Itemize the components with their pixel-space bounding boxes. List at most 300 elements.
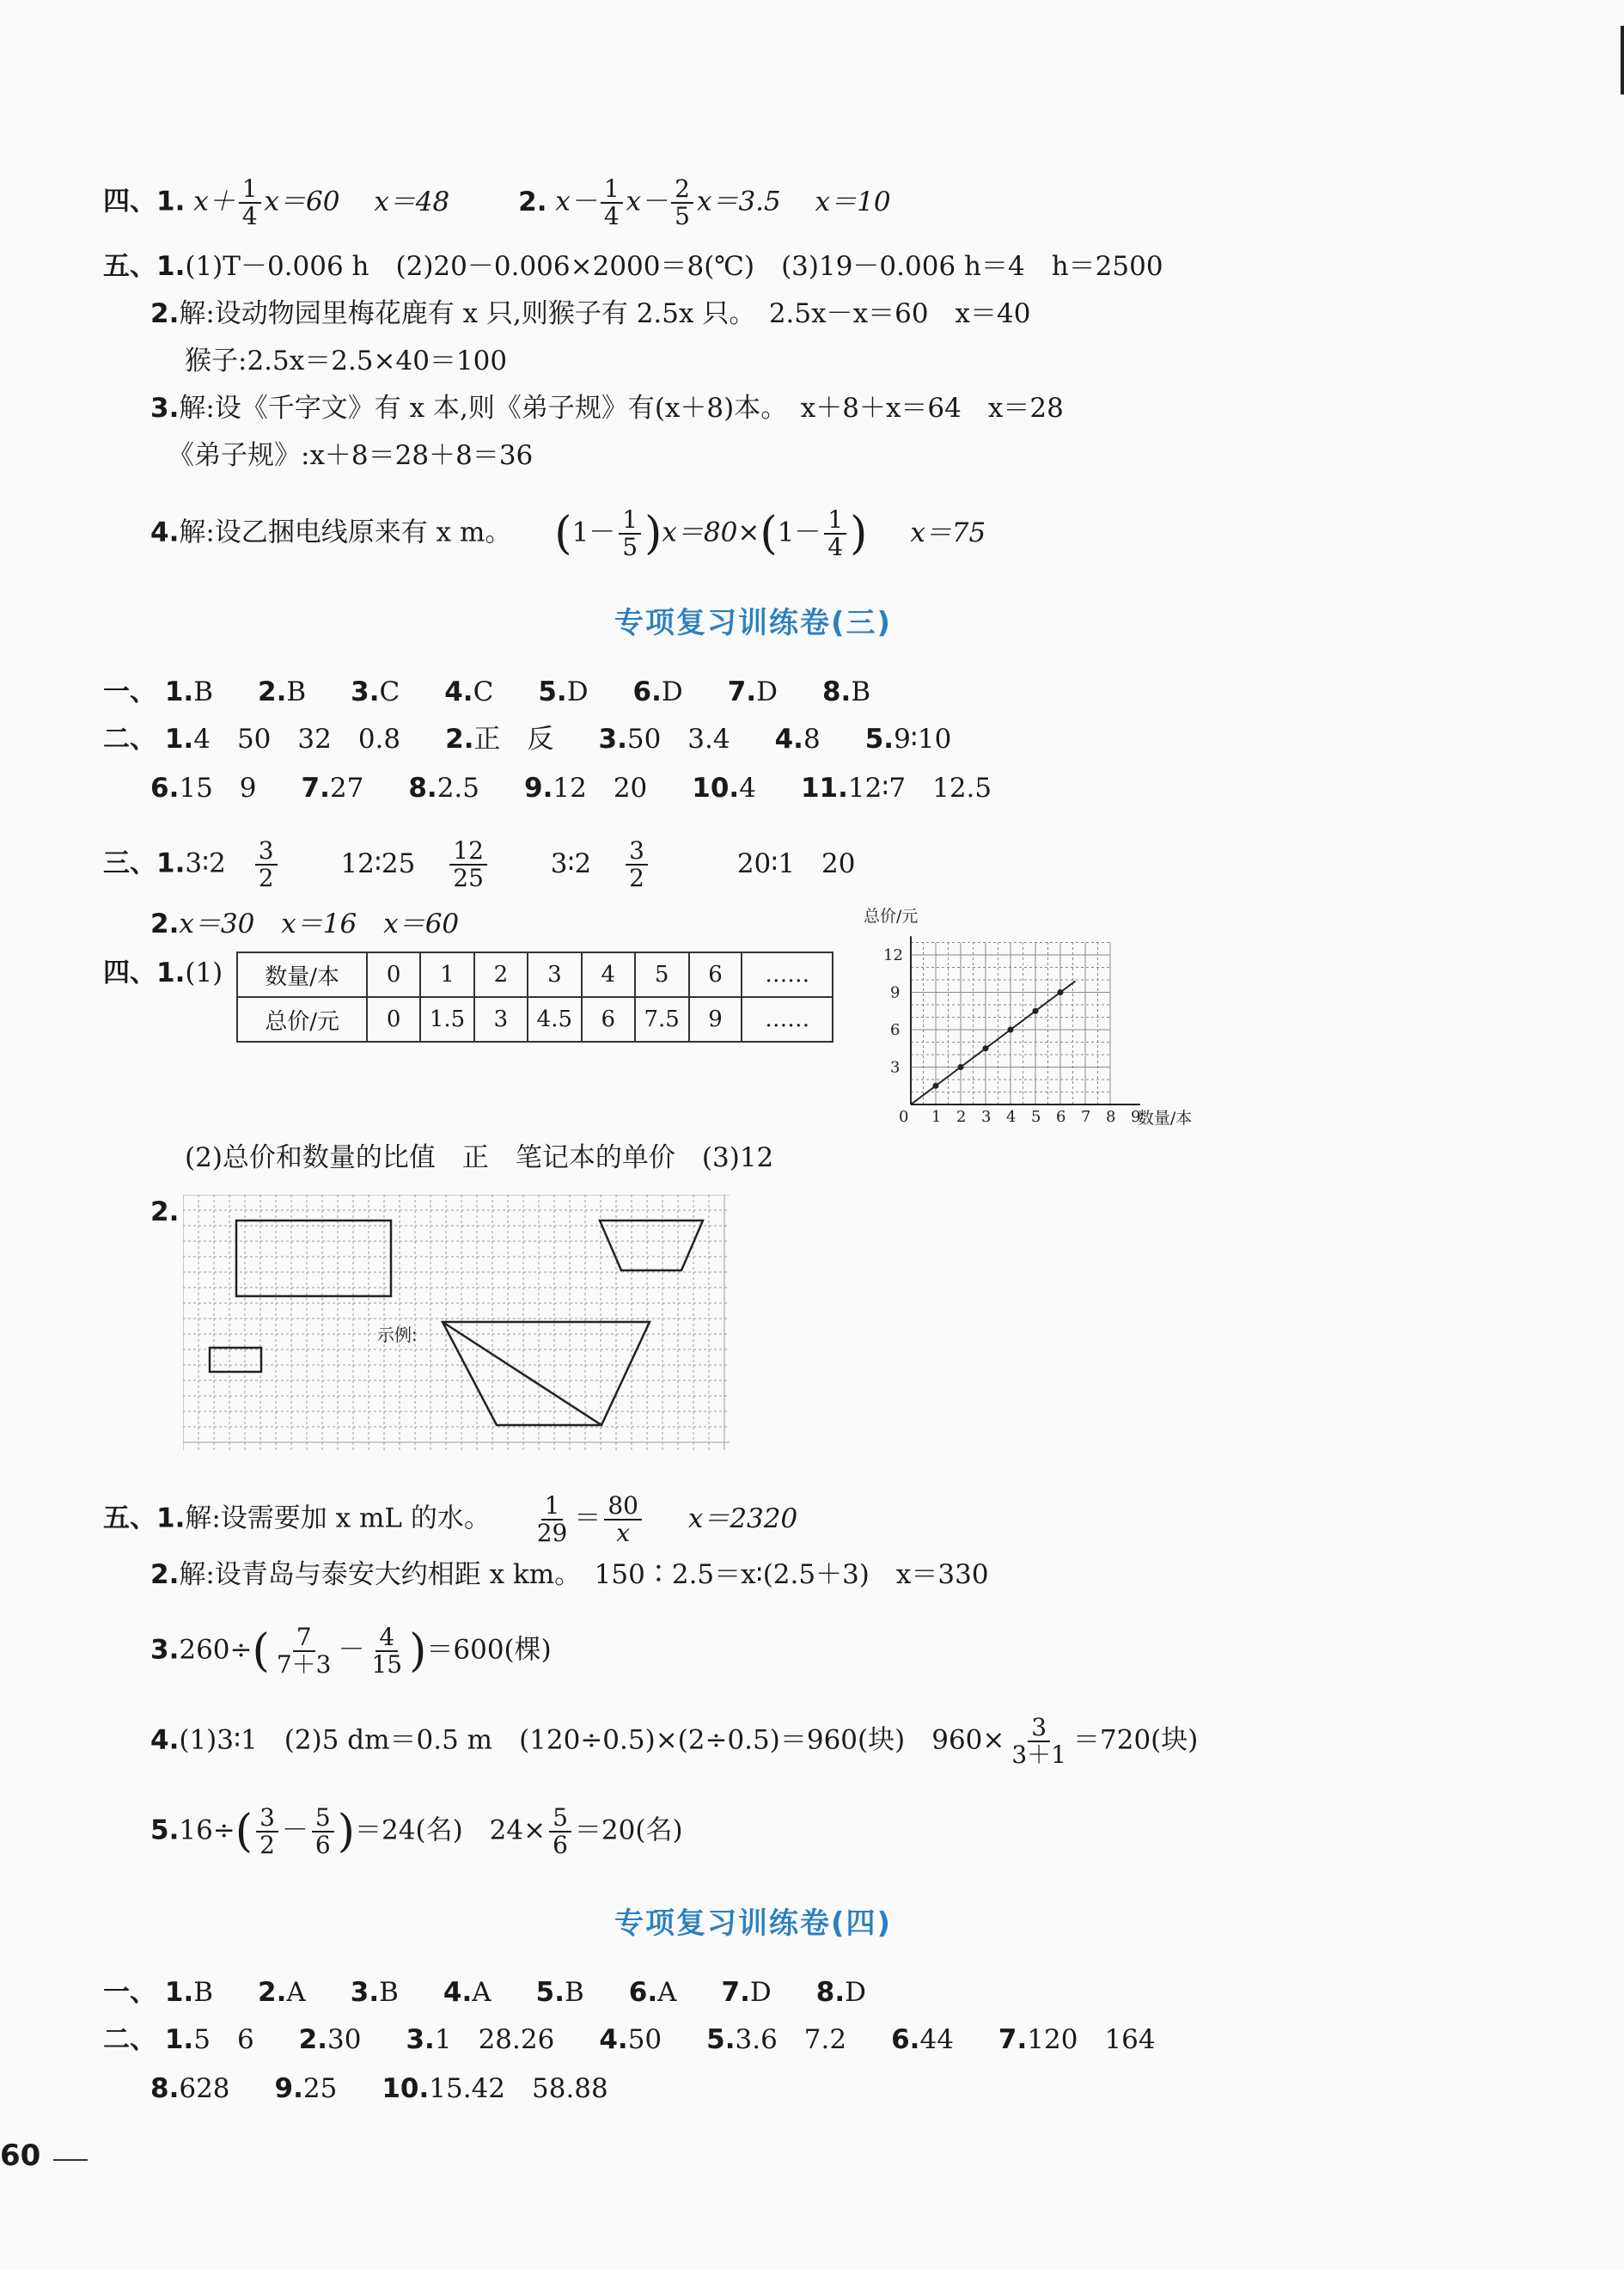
y-tick-label: 6 [890, 1021, 901, 1039]
denominator: 2 [259, 1831, 275, 1859]
math-text: x＝75 [910, 517, 986, 548]
answer-item [536, 1975, 584, 2010]
table-cell: 5 [635, 952, 689, 997]
answer-text: (1)T－0.006 h (2)20－0.006×2000＝8(℃) (3)19－0.006 h＝4 h＝2500 [185, 251, 1163, 282]
section-label: 三、 [103, 847, 156, 879]
numerator: 1 [619, 507, 641, 535]
question-number: 6. [628, 1977, 658, 2008]
answer-value: A [472, 1977, 491, 2008]
example-label: 示例: [377, 1325, 418, 1345]
question-number: 4. [444, 676, 473, 707]
answer-value: 12 20 [553, 773, 648, 804]
answer-item [443, 1975, 491, 2010]
fraction [312, 1805, 334, 1858]
table-cell: 6 [582, 997, 635, 1042]
math-text: － [338, 1634, 365, 1666]
fraction [255, 838, 278, 891]
s5-line6 [150, 507, 986, 560]
section-title-4: 专项复习训练卷(四) [614, 1906, 893, 1941]
x-tick-label: 4 [1006, 1108, 1017, 1126]
question-number: 5. [864, 724, 894, 755]
table-cell: 0 [367, 952, 420, 997]
fill-answers [150, 2073, 653, 2104]
numerator: 80 [604, 1493, 642, 1520]
answer-item [816, 1975, 866, 2010]
answer-value: 50 [627, 2024, 662, 2055]
answer-text: x＝30 x＝16 x＝60 [179, 909, 460, 939]
numerator: 3 [626, 838, 648, 866]
denominator: 2 [629, 864, 644, 892]
ratio-text: 3∶2 [185, 847, 226, 879]
question-number: 2. [150, 909, 180, 939]
x-tick-label: 7 [1081, 1108, 1091, 1126]
question-number: 2. [150, 1559, 180, 1590]
price-table [236, 951, 833, 1043]
question-number: 3. [350, 1977, 380, 2008]
answer-value: B [286, 676, 307, 707]
question-number: 2. [150, 1196, 180, 1227]
denominator: 6 [314, 1831, 331, 1859]
section-label: 二、 [103, 724, 156, 755]
diagonal-line [443, 1322, 601, 1425]
t3-s5-q4 [150, 1715, 1198, 1768]
t3-s3-line1 [103, 838, 856, 891]
answer-item [728, 675, 778, 709]
denominator: 7＋3 [276, 1650, 332, 1679]
question-number: 1. [156, 1502, 186, 1534]
math-text: － [281, 1814, 308, 1846]
question-number: 2. [518, 186, 547, 217]
answer-value: 27 [329, 773, 364, 804]
answer-value: D [566, 676, 589, 707]
answer-item [891, 2022, 954, 2057]
math-text: x＝3.5 [696, 186, 781, 217]
math-text: x－ [626, 186, 669, 217]
data-point [1058, 989, 1064, 995]
fraction [604, 1493, 642, 1546]
answer-item [165, 1975, 213, 2010]
answer-item [382, 2071, 607, 2106]
table-cell: 3 [528, 952, 582, 997]
answer-item [258, 1975, 306, 2010]
math-text: ＝ [574, 1502, 601, 1534]
question-number: 7. [721, 1977, 750, 2008]
answer-item [165, 722, 400, 756]
fraction [256, 1805, 278, 1858]
fraction [549, 1805, 571, 1858]
answer-item [865, 722, 952, 756]
numerator: 3 [256, 1805, 278, 1833]
math-text: 16÷ [179, 1814, 235, 1846]
t3-s1 [103, 675, 915, 709]
math-text: x－ [555, 186, 597, 217]
data-point [958, 1064, 964, 1070]
math-text: x＝10 [815, 186, 891, 217]
math-text: ＝20(名) [574, 1814, 683, 1846]
price-line-chart [859, 902, 1246, 1143]
s5-line1 [103, 249, 1163, 284]
table-cell: 9 [689, 997, 742, 1042]
answer-item [629, 1975, 677, 2010]
choice-answers [165, 1977, 911, 2008]
s5-line5 [168, 438, 533, 473]
denominator: 5 [675, 202, 690, 230]
table-row [237, 997, 833, 1042]
numerator: 12 [449, 838, 487, 866]
answer-value: A [286, 1977, 306, 2008]
numerator: 1 [239, 176, 261, 204]
answer-value: 15.42 58.88 [429, 2073, 608, 2104]
table-cell: 1 [420, 952, 474, 997]
table-cell: …… [742, 997, 833, 1042]
numerator: 4 [375, 1624, 398, 1652]
answer-item [302, 771, 364, 805]
fraction [1008, 1715, 1070, 1768]
math-text: ＝720(块) [1073, 1724, 1199, 1756]
numerator: 7 [293, 1624, 315, 1652]
numerator: 2 [671, 176, 693, 204]
answer-item [822, 675, 870, 709]
fraction [824, 507, 846, 560]
numerator: 5 [312, 1805, 334, 1833]
table-cell: 1.5 [420, 997, 474, 1042]
example-trapezoid [443, 1322, 650, 1425]
answer-value: B [565, 1977, 584, 2008]
y-axis-label: 总价/元 [864, 907, 919, 926]
question-number: 5. [538, 676, 567, 707]
math-text: x＝60 [264, 186, 340, 217]
denominator: 4 [603, 202, 620, 230]
numerator: 1 [541, 1493, 564, 1520]
table-cell: 数量/本 [237, 952, 367, 997]
s5-line4 [150, 391, 1064, 425]
rectangle-shape [236, 1221, 391, 1296]
answer-text: (2)总价和数量的比值 正 笔记本的单价 (3)12 [185, 1142, 774, 1173]
section-label: 一、 [103, 676, 156, 707]
denominator: 3＋1 [1011, 1741, 1066, 1769]
ratio-text: 12∶25 [340, 847, 416, 879]
denominator: 6 [553, 1831, 568, 1859]
t4-s2-row1 [103, 2022, 1200, 2057]
answer-value: 8 [803, 724, 821, 755]
x-tick-label: 9 [1131, 1108, 1141, 1126]
numerator: 3 [255, 838, 278, 866]
table-cell: 6 [689, 952, 742, 997]
math-text: x＝80× [662, 517, 760, 548]
question-number: 10. [692, 773, 740, 804]
answer-item [538, 675, 588, 709]
t3-s5-q3 [150, 1624, 552, 1678]
answer-value: 9∶10 [894, 724, 952, 755]
numerator: 1 [824, 507, 846, 535]
data-point [933, 1083, 939, 1089]
table-cell: 4.5 [528, 997, 582, 1042]
question-number: 9. [274, 2073, 303, 2104]
answer-item [299, 2022, 362, 2057]
y-tick-label: 3 [890, 1058, 901, 1077]
question-number: 4. [774, 724, 803, 755]
answer-text: 解:设青岛与泰安大约相距 x km。 150∶2.5＝x∶(2.5＋3) x＝330 [179, 1559, 989, 1590]
answer-value: 1 28.26 [434, 2024, 555, 2055]
paren-open: ( [760, 508, 778, 560]
question-number: 6. [632, 676, 662, 707]
answer-text: 解:设乙捆电线原来有 x m。 [179, 517, 512, 548]
answer-item [165, 675, 213, 709]
answer-item [275, 2071, 338, 2106]
table-cell: 2 [474, 952, 528, 997]
t4-s1 [103, 1975, 911, 2010]
question-number: 10. [382, 2073, 430, 2104]
math-text: (1)3∶1 (2)5 dm＝0.5 m (120÷0.5)×(2÷0.5)＝960(块) 960× [179, 1724, 1005, 1756]
fraction [619, 507, 641, 560]
question-number: 4. [150, 1724, 180, 1756]
answer-item [998, 2022, 1156, 2057]
ratio-text: 20∶1 20 [736, 847, 856, 879]
table-row [237, 952, 833, 997]
t3-s4-q2-label [150, 1195, 179, 1229]
answer-text: 解:设《千字文》有 x 本,则《弟子规》有(x＋8)本。 x＋8＋x＝64 x＝28 [179, 393, 1064, 424]
s5-line2 [150, 297, 1030, 331]
answer-item [633, 675, 683, 709]
math-text: 1－ [571, 517, 616, 548]
answer-item [444, 675, 493, 709]
answer-value: 25 [302, 2073, 338, 2104]
question-number: 5. [535, 1977, 565, 2008]
paren-close: ) [644, 508, 662, 560]
question-number: 4. [599, 2024, 628, 2055]
section-label: 一、 [103, 1977, 156, 2008]
question-number: 3. [351, 676, 380, 707]
question-number: 1. [164, 724, 194, 755]
table-cell: …… [742, 952, 833, 997]
answer-item [722, 1975, 772, 2010]
question-number: 5. [706, 2024, 736, 2055]
question-number: 2. [298, 2024, 328, 2055]
numerator: 1 [601, 176, 623, 204]
page-number-rule [53, 2159, 88, 2161]
x-tick-label: 6 [1056, 1108, 1066, 1126]
answer-value: B [193, 676, 213, 707]
answer-value: B [379, 1977, 399, 2008]
math-text: x＝2320 [687, 1502, 798, 1534]
t3-s4-part2 [185, 1141, 773, 1175]
t3-s5-q5 [150, 1805, 683, 1858]
answer-value: 120 164 [1027, 2024, 1156, 2055]
question-number: 5. [150, 1814, 180, 1846]
answer-value: 50 3.4 [626, 724, 730, 755]
question-number: 8. [150, 2073, 180, 2104]
question-number: 1. [156, 958, 186, 988]
question-number: 2. [445, 724, 474, 755]
answer-item [775, 722, 821, 756]
question-number: 1. [156, 186, 186, 217]
x-tick-label: 1 [931, 1108, 942, 1126]
question-number: 2. [258, 676, 287, 707]
question-number: 2. [258, 1977, 287, 2008]
answer-value: B [193, 1977, 213, 2008]
section-label: 四、 [103, 958, 156, 988]
answer-item [524, 771, 647, 805]
choice-answers [165, 676, 915, 707]
answer-item [406, 2022, 554, 2057]
fraction [368, 1624, 406, 1678]
denominator: x [616, 1519, 631, 1547]
answer-item [599, 722, 730, 756]
fraction [601, 176, 623, 229]
table-cell: 总价/元 [237, 997, 367, 1042]
denominator: 29 [536, 1519, 568, 1547]
question-number: 3. [598, 724, 627, 755]
section-title-3: 专项复习训练卷(三) [614, 606, 893, 640]
question-number: 1. [164, 676, 194, 707]
data-point [983, 1045, 989, 1051]
answer-value: 44 [919, 2024, 954, 2055]
question-number: 8. [408, 773, 437, 804]
answer-value: D [749, 1977, 772, 2008]
t3-s5-q1 [103, 1493, 797, 1546]
question-number: 8. [815, 1977, 846, 2008]
fraction [534, 1493, 571, 1546]
answer-item [165, 2022, 254, 2057]
question-number: 1. [156, 251, 186, 282]
denominator: 2 [258, 864, 274, 892]
small-rectangle-shape [210, 1348, 261, 1372]
fraction [273, 1624, 335, 1678]
denominator: 5 [622, 533, 638, 561]
answer-item [706, 2022, 846, 2057]
section-label: 五、 [103, 1502, 156, 1534]
question-number: 7. [727, 676, 757, 707]
answer-text: 解:设需要加 x mL 的水。 [185, 1502, 491, 1534]
question-number: 2. [150, 298, 180, 329]
question-number: 9. [524, 773, 553, 804]
x-tick-label: 2 [956, 1108, 967, 1126]
numerator: 5 [549, 1805, 571, 1833]
x-axis-label: 数量/本 [1137, 1109, 1193, 1128]
s5-line3 [185, 344, 507, 378]
x-tick-label: 5 [1031, 1108, 1041, 1126]
fraction [671, 176, 693, 229]
y-tick-label: 9 [890, 983, 901, 1002]
answer-text: 《弟子规》:x＋8＝28＋8＝36 [168, 440, 534, 471]
shape-grid-figure [183, 1195, 733, 1453]
question-number: 3. [150, 1634, 180, 1666]
answer-value: 12∶7 12.5 [847, 773, 992, 804]
answer-value: 正 反 [473, 724, 554, 755]
table-cell: 0 [367, 997, 420, 1042]
answer-value: B [851, 676, 871, 707]
ratio-text: 3∶2 [550, 847, 592, 879]
t4-s2-row2 [150, 2071, 653, 2106]
answer-item [445, 722, 553, 756]
paren-close: ) [409, 1625, 427, 1677]
answer-item [351, 1975, 399, 2010]
paren-open: ( [252, 1625, 270, 1677]
part-label: (1) [185, 958, 223, 988]
question-number: 4. [150, 517, 180, 548]
question-number: 3. [406, 2024, 435, 2055]
answer-value: 628 [179, 2073, 230, 2104]
fraction [449, 838, 487, 891]
question-number: 3. [150, 393, 180, 424]
numerator: 3 [1028, 1715, 1050, 1742]
y-tick-label: 12 [883, 946, 903, 964]
math-text: ＝24(名) 24× [355, 1814, 546, 1846]
fill-answers [165, 2024, 1200, 2055]
data-point [1008, 1027, 1014, 1033]
question-number: 6. [150, 773, 180, 804]
question-number: 4. [443, 1977, 473, 2008]
question-number: 1. [164, 2024, 194, 2055]
answer-value: 4 [739, 773, 756, 804]
answer-value: 15 9 [179, 773, 257, 804]
answer-value: D [756, 676, 778, 707]
s4-line [103, 176, 891, 229]
t3-s3-line2 [150, 907, 459, 941]
t3-s4-label [103, 956, 223, 990]
question-number: 7. [301, 773, 330, 804]
table-cell: 4 [582, 952, 635, 997]
denominator: 15 [371, 1650, 403, 1679]
denominator: 4 [241, 202, 258, 230]
paren-close: ) [337, 1806, 356, 1857]
question-number: 7. [998, 2024, 1028, 2055]
math-text: x＝48 [374, 186, 450, 217]
question-number: 1. [164, 1977, 194, 2008]
answer-value: 3.6 7.2 [735, 2024, 847, 2055]
t3-s2-row1 [103, 722, 996, 756]
fraction [626, 838, 648, 891]
answer-value: D [661, 676, 683, 707]
answer-item [258, 675, 306, 709]
answer-item [351, 675, 400, 709]
question-number: 11. [800, 773, 848, 804]
fill-answers [150, 773, 1036, 804]
answer-value: C [379, 676, 400, 707]
question-number: 8. [821, 676, 852, 707]
section-label: 二、 [103, 2024, 156, 2055]
x-tick-label: 0 [899, 1108, 909, 1126]
t3-s2-row2 [150, 771, 1036, 805]
answer-item [150, 771, 257, 805]
math-text: ＝600(棵) [426, 1634, 552, 1666]
math-text: x＋ [193, 186, 235, 217]
answer-text: 解:设动物园里梅花鹿有 x 只,则猴子有 2.5x 只。 2.5x－x＝60 x＝40 [179, 298, 1031, 329]
x-tick-label: 3 [981, 1108, 992, 1126]
paren-open: ( [554, 508, 572, 560]
answer-item [801, 771, 992, 805]
table-cell: 3 [474, 997, 528, 1042]
answer-value: 30 [327, 2024, 362, 2055]
math-text: 260÷ [179, 1634, 253, 1666]
answer-value: D [845, 1977, 866, 2008]
answer-value: 2.5 [437, 773, 480, 804]
math-text: 1－ [777, 517, 821, 548]
fill-answers [165, 724, 996, 755]
answer-item [692, 771, 756, 805]
paren-open: ( [235, 1806, 253, 1857]
answer-item [408, 771, 479, 805]
denominator: 4 [827, 533, 844, 561]
data-point [1033, 1008, 1039, 1014]
section-label: 四、 [103, 186, 156, 217]
answer-text: 猴子:2.5x＝2.5×40＝100 [185, 346, 508, 376]
answer-item [150, 2071, 230, 2106]
answer-value: A [657, 1977, 677, 2008]
denominator: 25 [453, 864, 484, 892]
table-cell: 7.5 [635, 997, 689, 1042]
answer-value: C [473, 676, 494, 707]
